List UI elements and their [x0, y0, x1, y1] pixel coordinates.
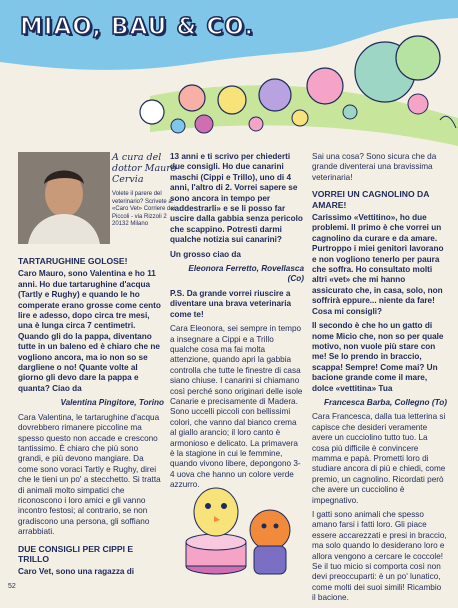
letter2-reply: Cara Eleonora, sei sempre in tempo a insegnare a Cippi e a Trillo qualche cosa ma fai molta attenzione, quando apri la gabbia controlla che tutte le finestre di casa siano chiuse. I canarini si chiamano così perché sono originari delle isole Canarie e precisamente di Madera. Sono uccelli piccoli con bellissimi colori, che vanno dal bianco crema al giallo arancio; il loro canto è armonioso e delicato. La primavera è la stagione in cui le femmine, quando vivono libere, depongono 3-4 uova che hanno un colore verde azzurro.: [170, 324, 303, 490]
letter3-signature: Francesca Barba, Collegno (To): [324, 397, 447, 407]
letter2-heading: DUE CONSIGLI PER CIPPI E TRILLO: [18, 543, 134, 564]
letter2-body-start: Caro Vet, sono una ragazza di: [18, 567, 135, 577]
page-title: MIAO, BAU & CO.: [20, 14, 255, 40]
curator-note: Volete il parere del veterinario? Scrivete a: «Caro Vet» Corriere dei Piccoli - via Rizzoli 2 20132 Milano: [112, 191, 176, 227]
letter3-body: Carissimo «Vettitino», ho due problemi. Il primo è che vorrei un cagnolino da curare e da amare. Purtroppo i miei genitori lavorano e non vogliono tenerlo per paura che soffra. Ho consultato molti altri «vet» che mi hanno assicurato che, in casa, solo, non soffrirà eppure... niente da fare! Cosa mi consigli?: [312, 213, 444, 316]
letter1-body: Caro Mauro, sono Valentina e ho 11 anni. Ho due tartarughine d'acqua (Tartly e Rughy) e quando le ho comperate erano grosse come cento lire e adesso, dopo circa tre mesi, una è lunga circa 7 centimetri. Quando gli do la pappa, diventano tutte in un baleno ed è chiaro che ne vogliono ancora, ma io non so se dargliene o no! Quante volte al giorno gli devo dare la pappa e quanta? Ciao da: [18, 269, 161, 393]
page-number: 52: [8, 583, 16, 590]
veterinarian-photo: [18, 152, 110, 244]
column-2: [170, 152, 304, 495]
letter3-reply2: I gatti sono animali che spesso amano farsi i fatti loro. Gli piace essere accarezzati e presi in braccio, ma solo quando lo desiderano loro e allora vengono a cercare le coccole! Se il tuo micio si comporta così non devi preoccuparti: è un po' lunatico, come molti dei suoi simili! Ricambio il bacione.: [312, 510, 447, 603]
letter1-signature: Valentina Pingitore, Torino: [60, 398, 164, 408]
letter1-reply: Cara Valentina, le tartarughine d'acqua dovrebbero rimanere piccoline ma spesso questo non accade e crescono tantissimo. È chiaro che più sono grandi, e più devono mangiare. Da come sono voraci Tartly e Rughy, direi che le tieni un po' a stecchetto. Si tratta di animali molto simpatici che riconoscono i loro amici e gli vanno incontro festosi; al contrario, se non gradiscono una persona, gli soffiano arrabbiati.: [18, 412, 161, 537]
letter3-heading: VORREI UN CAGNOLINO DA AMARE!: [312, 189, 430, 210]
column-3: [312, 152, 447, 608]
column-1: [18, 250, 164, 582]
letter3-body2: Il secondo è che ho un gatto di nome Micio che, non so per quale motivo, non vuole più stare con me! Se lo prendo in braccio, scappa! Sempre! Come mai? Un bacione grande come il mare, dolce «vettitina» Tua: [312, 321, 444, 393]
letter2-body: 13 anni e ti scrivo per chiederti due consigli. Ho due canarini maschi (Cippi e Trillo), uno di 4 anni, l'altro di 2. Vorrei sapere se sono ancora in tempo per «addestrarli» e se li posso far uscire dalla gabbia senza pericolo che scappino. Potresti darmi qualche notizia sui canarini?: [170, 152, 303, 245]
letter2-signature: Eleonora Ferretto, Rovellasca (Co): [188, 264, 304, 284]
letter3-reply: Cara Francesca, dalla tua letterina si capisce che desideri veramente avere un cucciolino tutto tuo. La cosa più difficile è convincere mamma e papà. Prometti loro di studiare ancora di più e chiedi, come premio, un cagnolino. Ricordati però che avere un cucciolino è impegnativo.: [312, 412, 446, 505]
letter2-greeting: Un grosso ciao da: [170, 249, 241, 259]
curator-name: A cura del dottor Mauro Cervia: [112, 152, 177, 185]
letter2-ps: P.S. Da grande vorrei riuscire a diventare una brava veterinaria come te!: [170, 288, 292, 319]
cartoon-illustration: [170, 462, 302, 582]
letter1-heading: TARTARUGHINE GOLOSE!: [18, 256, 128, 266]
letter2-reply-end: Sai una cosa? Sono sicura che da grande diventerai una bravissima veterinaria!: [312, 152, 437, 182]
